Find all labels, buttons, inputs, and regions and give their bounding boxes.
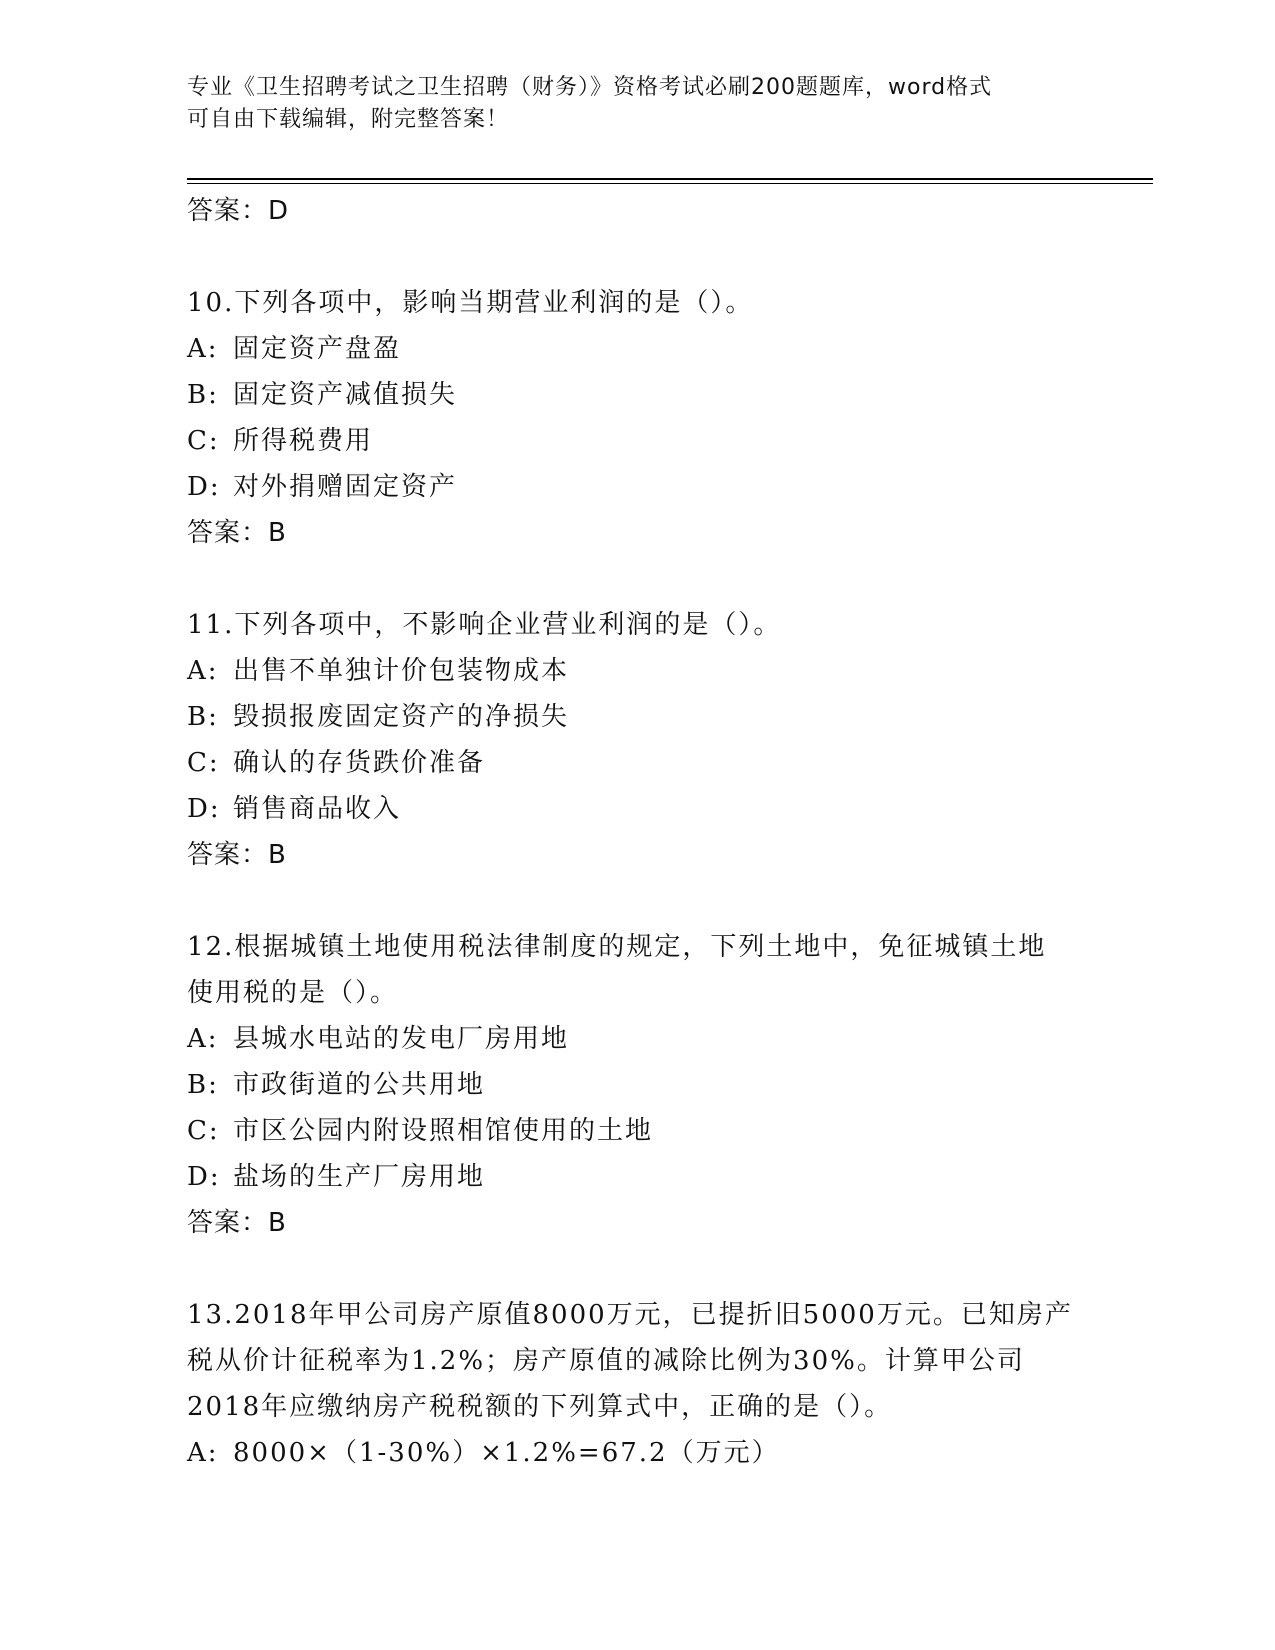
option-text: 固定资产减值损失 bbox=[233, 380, 458, 410]
option-key: A: bbox=[187, 1024, 219, 1054]
option-b bbox=[187, 694, 1087, 740]
option-key: A: bbox=[187, 656, 219, 686]
option-c bbox=[187, 740, 1087, 786]
option-text: 确认的存货跌价准备 bbox=[233, 748, 486, 778]
option-text: 县城水电站的发电厂房用地 bbox=[233, 1024, 570, 1054]
question-stem bbox=[187, 924, 1087, 1016]
option-text: 盐场的生产厂房用地 bbox=[233, 1162, 486, 1192]
option-text: 销售商品收入 bbox=[233, 794, 402, 824]
option-d bbox=[187, 464, 1087, 510]
paragraph-gap bbox=[187, 878, 1087, 924]
option-text: 固定资产盘盈 bbox=[233, 334, 402, 364]
question-block bbox=[187, 280, 1087, 556]
header-line-2: 可自由下载编辑，附完整答案！ bbox=[187, 107, 510, 132]
document-body bbox=[187, 188, 1087, 1476]
question-block bbox=[187, 602, 1087, 878]
document-header bbox=[187, 72, 1087, 136]
question-answer: 答案：B bbox=[187, 518, 287, 548]
question-block bbox=[187, 1292, 1087, 1476]
option-c bbox=[187, 1108, 1087, 1154]
question-stem-line: 13.2018年甲公司房产原值8000万元，已提折旧5000万元。已知房产 bbox=[187, 1300, 1073, 1330]
option-text: 市政街道的公共用地 bbox=[233, 1070, 486, 1100]
option-d bbox=[187, 1154, 1087, 1200]
option-key: B: bbox=[187, 1070, 219, 1100]
question-stem-line: 税从价计征税率为1.2%；房产原值的减除比例为30%。计算甲公司 bbox=[187, 1346, 1025, 1376]
option-a bbox=[187, 326, 1087, 372]
option-text: 8000×（1-30%）×1.2%=67.2（万元） bbox=[233, 1438, 780, 1468]
paragraph-gap bbox=[187, 1246, 1087, 1292]
question-stem: 10.下列各项中，影响当期营业利润的是（）。 bbox=[187, 288, 754, 318]
option-key: C: bbox=[187, 426, 220, 456]
paragraph-gap bbox=[187, 556, 1087, 602]
option-key: B: bbox=[187, 702, 219, 732]
option-text: 市区公园内附设照相馆使用的土地 bbox=[233, 1116, 654, 1146]
option-a bbox=[187, 648, 1087, 694]
option-key: D: bbox=[187, 1162, 221, 1192]
option-b bbox=[187, 1062, 1087, 1108]
question-block bbox=[187, 924, 1087, 1246]
question-answer: 答案：B bbox=[187, 1208, 287, 1238]
question-stem-line: 使用税的是（）。 bbox=[187, 978, 399, 1008]
question-stem-line: 2018年应缴纳房产税税额的下列算式中，正确的是（）。 bbox=[187, 1392, 893, 1422]
option-key: B: bbox=[187, 380, 219, 410]
option-text: 出售不单独计价包装物成本 bbox=[233, 656, 570, 686]
option-b bbox=[187, 372, 1087, 418]
option-key: A: bbox=[187, 1438, 219, 1468]
option-c bbox=[187, 418, 1087, 464]
question-stem bbox=[187, 1292, 1087, 1430]
option-key: A: bbox=[187, 334, 219, 364]
option-d bbox=[187, 786, 1087, 832]
question-stem-line: 12.根据城镇土地使用税法律制度的规定，下列土地中，免征城镇土地 bbox=[187, 932, 1047, 962]
question-answer: 答案：B bbox=[187, 840, 287, 870]
option-key: C: bbox=[187, 1116, 220, 1146]
header-line-1: 专业《卫生招聘考试之卫生招聘（财务）》资格考试必刷200题题库，word格式 bbox=[187, 75, 993, 100]
question-stem: 11.下列各项中，不影响企业营业利润的是（）。 bbox=[187, 610, 782, 640]
option-text: 所得税费用 bbox=[233, 426, 374, 456]
option-text: 毁损报废固定资产的净损失 bbox=[233, 702, 570, 732]
previous-question-answer: 答案：D bbox=[187, 196, 290, 226]
header-divider-thick bbox=[187, 178, 1153, 180]
paragraph-gap bbox=[187, 234, 1087, 280]
header-divider-thin bbox=[187, 183, 1153, 184]
option-a bbox=[187, 1016, 1087, 1062]
option-key: D: bbox=[187, 472, 221, 502]
option-key: D: bbox=[187, 794, 221, 824]
option-key: C: bbox=[187, 748, 220, 778]
option-a bbox=[187, 1430, 1087, 1476]
option-text: 对外捐赠固定资产 bbox=[233, 472, 458, 502]
